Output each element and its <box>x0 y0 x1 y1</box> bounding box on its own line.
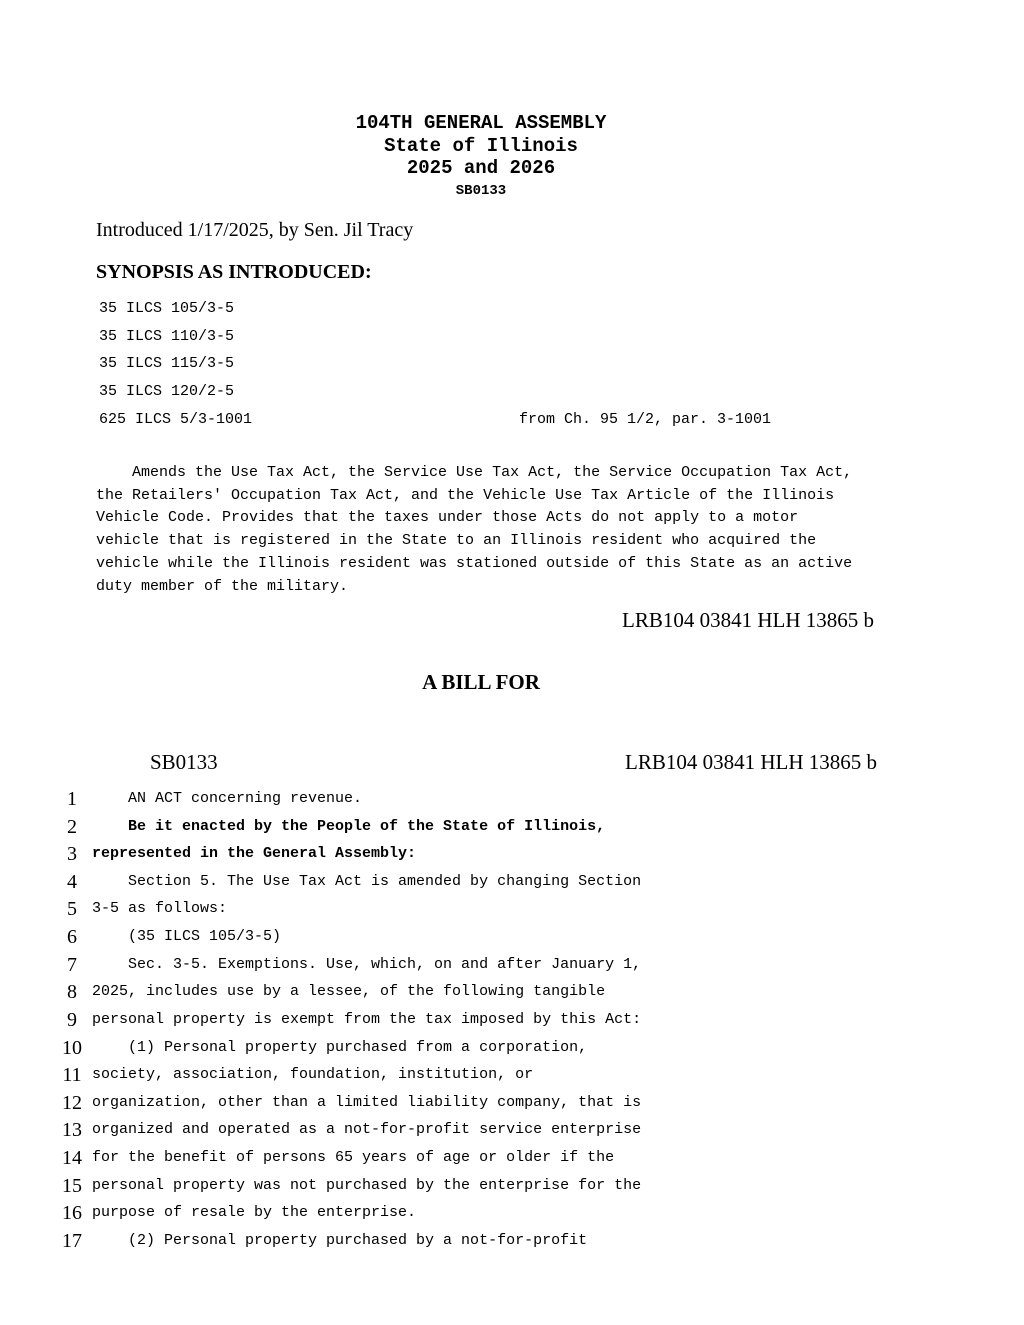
line-number: 2 <box>67 816 77 838</box>
line-number: 6 <box>67 926 77 948</box>
citation: 35 ILCS 115/3-5 <box>99 355 235 372</box>
bill-header <box>0 112 962 202</box>
synopsis-summary <box>96 462 886 598</box>
bill-line: society, association, foundation, institution, or <box>92 1066 534 1083</box>
line-number: 16 <box>62 1202 82 1224</box>
bill-line: Section 5. The Use Tax Act is amended by changing Section <box>92 873 642 890</box>
summary-line: duty member of the military. <box>96 577 349 595</box>
citation: 35 ILCS 110/3-5 <box>99 328 235 345</box>
bill-line: 3-5 as follows: <box>92 900 228 917</box>
line-number: 3 <box>67 843 77 865</box>
bill-line: organized and operated as a not-for-profit service enterprise <box>92 1121 642 1138</box>
bill-line: personal property is exempt from the tax imposed by this Act: <box>92 1011 642 1028</box>
synopsis-title: SYNOPSIS AS INTRODUCED: <box>96 261 372 283</box>
citation-note: from Ch. 95 1/2, par. 3-1001 <box>519 411 772 428</box>
state-title: State of Illinois <box>384 134 578 157</box>
summary-line: vehicle that is registered in the State to an Illinois resident who acquired the <box>96 532 817 550</box>
line-number: 10 <box>62 1037 82 1059</box>
summary-line: Amends the Use Tax Act, the Service Use Tax Act, the Service Occupation Tax Act, <box>96 464 853 481</box>
session-years: 2025 and 2026 <box>406 157 556 179</box>
lrb-code: LRB104 03841 HLH 13865 b <box>622 608 874 632</box>
assembly-title: 104TH GENERAL ASSEMBLY <box>355 112 607 134</box>
line-number: 1 <box>67 788 77 810</box>
line-number: 15 <box>62 1175 82 1197</box>
bill-line: for the benefit of persons 65 years of age or older if the <box>92 1149 615 1166</box>
line-number: 8 <box>67 981 77 1003</box>
citation: 35 ILCS 120/2-5 <box>99 383 235 400</box>
bill-line: AN ACT concerning revenue. <box>92 790 363 807</box>
line-number: 17 <box>62 1230 82 1252</box>
citation: 625 ILCS 5/3-1001 <box>99 411 253 428</box>
summary-line: vehicle while the Illinois resident was stationed outside of this State as an active <box>96 554 853 572</box>
summary-line: Vehicle Code. Provides that the taxes under those Acts do not apply to a motor <box>96 509 799 527</box>
bill-line: personal property was not purchased by the enterprise for the <box>92 1177 642 1194</box>
bill-line: Sec. 3-5. Exemptions. Use, which, on and after January 1, <box>92 956 642 973</box>
line-number: 9 <box>67 1009 77 1031</box>
bill-for-heading: A BILL FOR <box>422 670 540 694</box>
bill-line: (35 ILCS 105/3-5) <box>92 928 282 945</box>
bill-line: (2) Personal property purchased by a not-for-profit <box>92 1232 588 1249</box>
line-number: 13 <box>62 1119 82 1141</box>
running-header-lrb: LRB104 03841 HLH 13865 b <box>625 750 877 774</box>
line-number: 12 <box>62 1092 82 1114</box>
line-number: 14 <box>62 1147 82 1169</box>
line-number: 11 <box>62 1064 82 1086</box>
bill-line: represented in the General Assembly: <box>92 845 417 862</box>
summary-line: the Retailers' Occupation Tax Act, and the Vehicle Use Tax Article of the Illinois <box>96 486 835 504</box>
line-number: 7 <box>67 954 77 976</box>
bill-line: (1) Personal property purchased from a corporation, <box>92 1039 588 1056</box>
bill-line: organization, other than a limited liability company, that is <box>92 1094 642 1111</box>
line-number: 4 <box>67 871 77 893</box>
bill-number: SB0133 <box>455 182 507 199</box>
bill-line: 2025, includes use by a lessee, of the following tangible <box>92 983 606 1000</box>
introduced-line: Introduced 1/17/2025, by Sen. Jil Tracy <box>96 219 414 241</box>
running-header-bill: SB0133 <box>150 750 218 774</box>
line-number: 5 <box>67 898 77 920</box>
citation: 35 ILCS 105/3-5 <box>99 300 235 317</box>
bill-line: purpose of resale by the enterprise. <box>92 1204 417 1221</box>
bill-line: Be it enacted by the People of the State of Illinois, <box>92 818 606 835</box>
